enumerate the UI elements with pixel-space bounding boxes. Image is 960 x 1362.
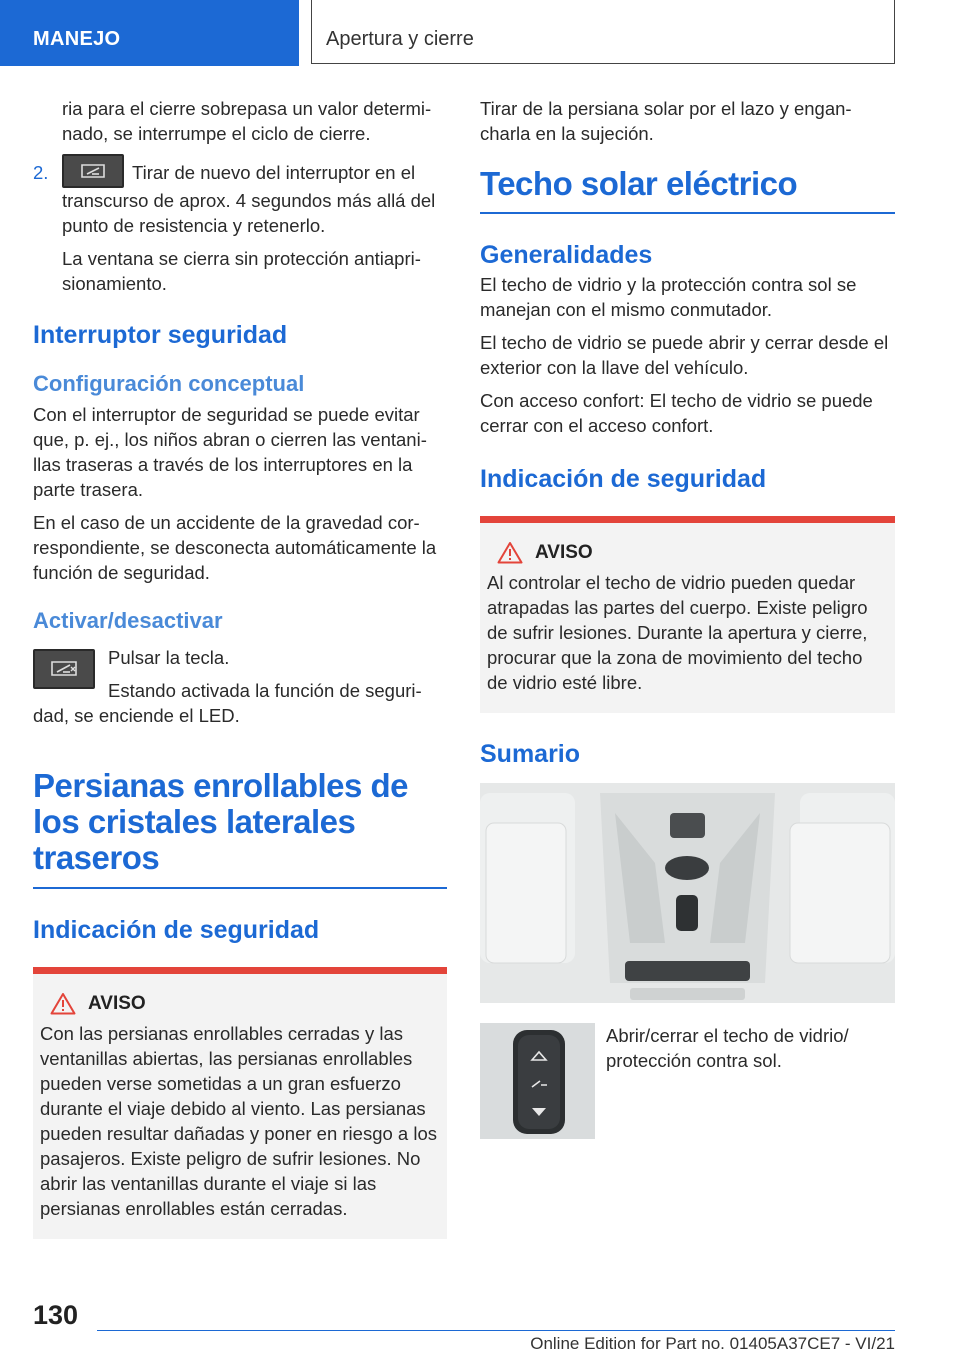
footer-edition: Online Edition for Part no. 01405A37CE7 - VI/21 [530,1334,895,1353]
right-column [480,96,895,1139]
heading-generalidades: Generalidades [480,241,653,269]
page-number: 130 [33,1300,79,1330]
header-section-label: MANEJO [33,28,121,50]
paragraph-pulsar: Pulsar la tecla. [108,647,230,668]
step-2-text: Tirar de nuevo del interruptor en el transcurso de aprox. 4 segundos más allá del punto de resistencia y retenerlo. [62,162,436,236]
heading-persianas: Persianas enrollables de los cristales laterales traseros [33,767,409,876]
heading-interruptor: Interruptor seguridad [33,321,288,349]
header-section-tab [0,0,299,66]
warning-title: AVISO [535,541,593,563]
roof-switch-photo [480,1023,595,1139]
heading-sumario: Sumario [480,740,581,768]
header-chapter-box [311,0,895,64]
photo-caption: Abrir/cerrar el techo de vidrio/ protección contra sol. [606,1025,849,1071]
heading-indicacion-right: Indicación de seguridad [480,465,767,493]
heading-rule [480,212,895,214]
paragraph-tirar: Tirar de la persiana solar por el lazo y engan-charla en la sujeción. [480,98,852,144]
step-number: 2. [33,162,49,183]
step-2 [33,160,447,296]
warning-title: AVISO [88,992,146,1014]
window-switch-icon [62,154,124,188]
warning-triangle-icon [497,541,523,564]
footer-rule [97,1330,895,1331]
header-chapter-label: Apertura y cierre [326,28,474,50]
warning-box-right [480,516,895,713]
heading-indicacion-left: Indicación de seguridad [33,916,320,944]
paragraph-gen-2: El techo de vidrio se puede abrir y cerrar desde el exterior con la llave del vehículo. [480,332,889,378]
activar-block [33,645,447,728]
warning-title-row [487,541,888,564]
left-column [33,96,447,1239]
heading-configuracion: Configuración conceptual [33,371,305,396]
child-lock-switch-icon [33,649,95,689]
heading-activar: Activar/desactivar [33,608,223,633]
paragraph-gen-3: Con acceso confort: El techo de vidrio se puede cerrar con el acceso confort. [480,390,873,436]
paragraph-config-2: En el caso de un accidente de la gravedad cor-respondiente, se desconecta automáticamente la función de seguridad. [33,512,437,583]
switch-caption-block [480,1023,895,1139]
heading-rule [33,887,447,889]
step-2-note: La ventana se cierra sin protección antiapri-sionamiento. [62,248,421,294]
heading-techo: Techo solar eléctrico [480,165,798,202]
roof-console-photo [480,783,895,1003]
paragraph-config-1: Con el interruptor de seguridad se puede evitar que, p. ej., los niños abran o cierren las ventani-llas traseras a través de los interruptores en la parte trasera. [33,404,427,500]
paragraph-estando: Estando activada la función de seguri-dad, se enciende el LED. [33,680,422,726]
paragraph-gen-1: El techo de vidrio y la protección contra sol se manejan con el mismo conmutador. [480,274,857,320]
warning-text: Con las persianas enrollables cerradas y las ventanillas abiertas, las persianas enrollables pueden verse sometidas a un gran esfuerzo durante el viaje debido al viento. Las persianas pueden resultar dañadas y poner en riesgo a los pasajeros. Existe peligro de sufrir lesiones. No abrir las ventanillas durante el viaje si las persianas enrollables están cerradas. [40,1023,437,1219]
warning-title-row [40,992,440,1015]
warning-text: Al controlar el techo de vidrio pueden quedar atrapadas las partes del cuerpo. Existe peligro de sufrir lesiones. Durante la apertura y cierre, procurar que la zona de movimiento del techo de vidrio esté libre. [487,572,868,693]
paragraph-continued: ria para el cierre sobrepasa un valor determi-nado, se interrumpe el ciclo de cierre. [62,98,432,144]
warning-box-left [33,967,447,1239]
warning-triangle-icon [50,992,76,1015]
